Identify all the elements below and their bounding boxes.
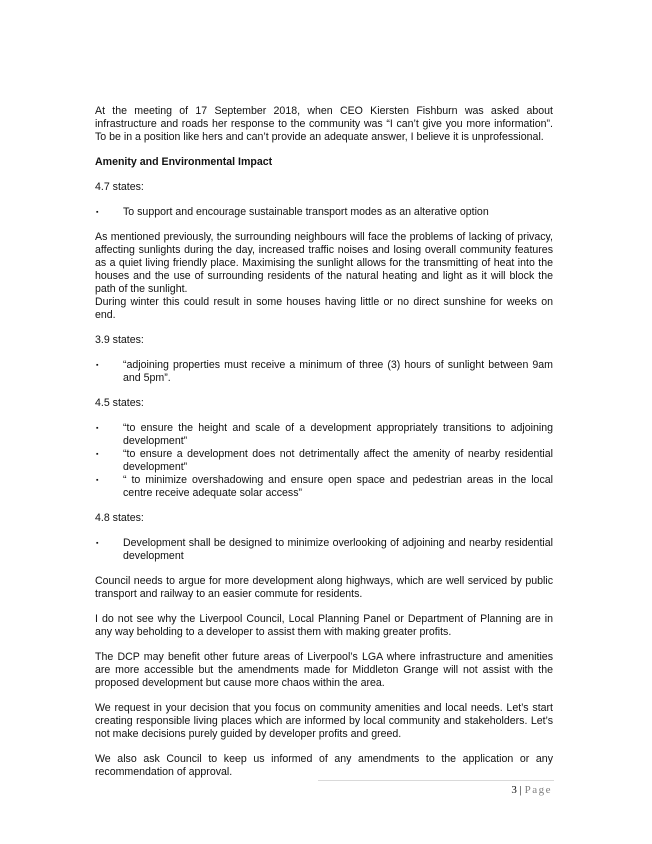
page-footer (460, 784, 552, 797)
bullet-list-4-7 (95, 206, 553, 219)
bullet-square-icon: ▪ (96, 209, 99, 216)
bullet-text: “to ensure the height and scale of a development appropriately transitions to adjoining development” (123, 422, 553, 447)
clause-label-4-8: 4.8 states: (95, 512, 144, 524)
bullet-list-3-9 (95, 359, 553, 385)
page-body (95, 105, 553, 791)
paragraph-meeting: At the meeting of 17 September 2018, when CEO Kiersten Fishburn was asked about infrastructure and roads her response to the community was “I can’t give you more information”. To be in a position like hers and can’t provide an adequate answer, I believe it is unprofessional. (95, 105, 553, 143)
bullet-square-icon: ▪ (96, 425, 99, 432)
bullet-list-4-5 (95, 422, 553, 500)
bullet-text: “to ensure a development does not detrimentally affect the amenity of nearby residential development” (123, 448, 553, 473)
paragraph-keep-informed: We also ask Council to keep us informed of any amendments to the application or any recommendation of approval. (95, 753, 553, 778)
bullet-item (95, 448, 553, 474)
footer-separator: | (519, 784, 522, 796)
paragraph-neighbours: As mentioned previously, the surrounding neighbours will face the problems of lacking of privacy, affecting sunlights during the day, increased traffic noises and losing overall community features as a quiet living friendly place. Maximising the sunlight allows for the transmitting of heat into the houses and the use of surrounding residents of the natural heating and light as it will block the path of the sunlight. (95, 231, 553, 295)
paragraph-council-profits: I do not see why the Liverpool Council, Local Planning Panel or Department of Planning are in any way beholding to a developer to assist them with making greater profits. (95, 613, 553, 638)
footer-divider (318, 780, 554, 781)
bullet-list-4-8 (95, 537, 553, 563)
bullet-square-icon: ▪ (96, 540, 99, 547)
section-heading: Amenity and Environmental Impact (95, 156, 273, 168)
bullet-text: Development shall be designed to minimize overlooking of adjoining and nearby residential development (123, 537, 553, 562)
clause-label-4-5: 4.5 states: (95, 397, 144, 409)
bullet-text: “ to minimize overshadowing and ensure open space and pedestrian areas in the local centre receive adequate solar access” (123, 474, 553, 499)
page-number: 3 (511, 784, 517, 796)
page-label: Page (524, 784, 552, 796)
bullet-item (95, 537, 553, 563)
paragraph-winter: During winter this could result in some houses having little or no direct sunshine for weeks on end. (95, 296, 553, 321)
paragraph-dcp: The DCP may benefit other future areas of Liverpool’s LGA where infrastructure and amenities are more accessible but the amendments made for Middleton Grange will not assist with the proposed development but cause more chaos within the area. (95, 651, 553, 689)
clause-label-3-9: 3.9 states: (95, 334, 144, 346)
bullet-square-icon: ▪ (96, 362, 99, 369)
bullet-square-icon: ▪ (96, 451, 99, 458)
bullet-item (95, 359, 553, 385)
bullet-text: “adjoining properties must receive a minimum of three (3) hours of sunlight between 9am and 5pm”. (123, 359, 553, 384)
bullet-text: To support and encourage sustainable transport modes as an alterative option (123, 206, 489, 218)
bullet-item (95, 474, 553, 500)
paragraph-highways: Council needs to argue for more development along highways, which are well serviced by public transport and railway to an easier commute for residents. (95, 575, 553, 600)
bullet-item (95, 206, 553, 219)
bullet-item (95, 422, 553, 448)
clause-label-4-7: 4.7 states: (95, 181, 144, 193)
paragraph-request: We request in your decision that you focus on community amenities and local needs. Let’s start creating responsible living places which are informed by local community and stakeholders. Let’s not make decisions purely guided by developer profits and greed. (95, 702, 553, 740)
bullet-square-icon: ▪ (96, 477, 99, 484)
